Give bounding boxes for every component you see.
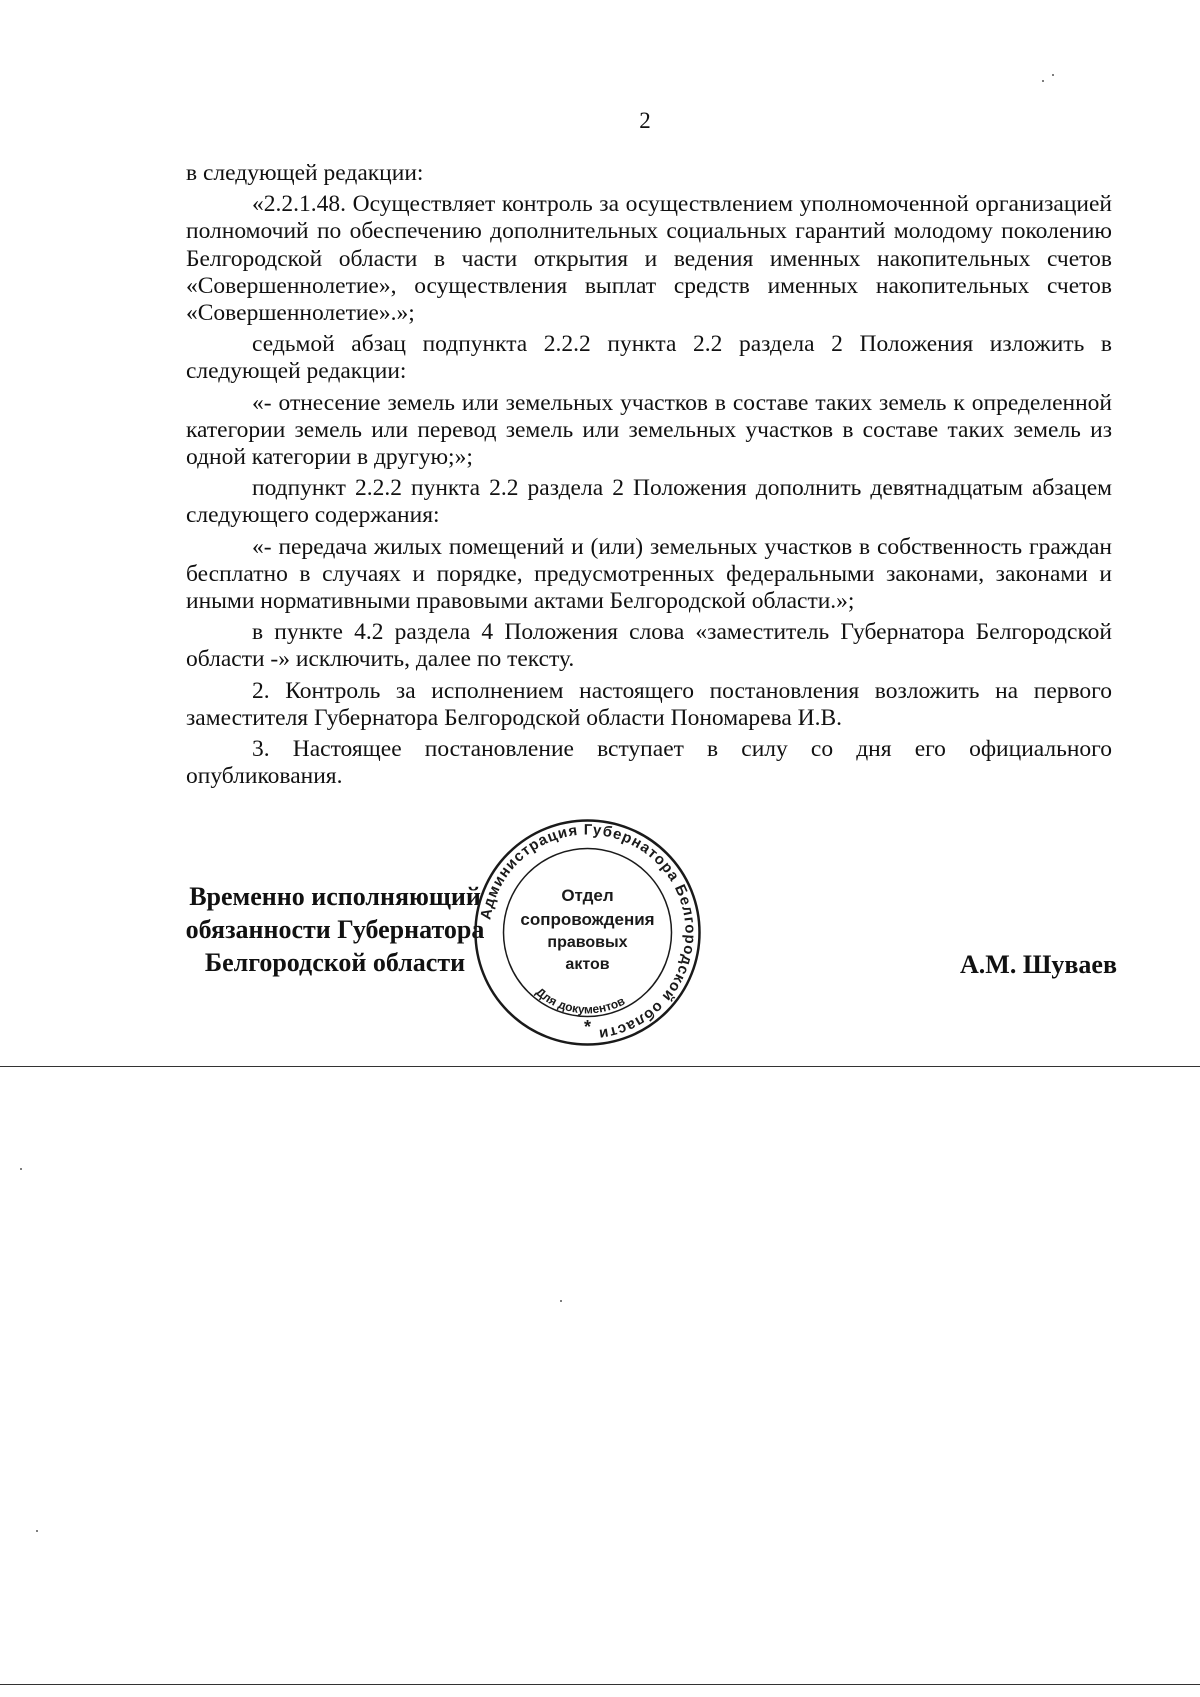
signatory-title-line: обязанности Губернатора [185, 915, 485, 944]
paragraph: «2.2.1.48. Осуществляет контроль за осуществлением уполномоченной организацией полномочий по обеспечению дополнительных социальных гарантий молодому поколению Белгородской области в части открытия и ведения именных накопительных счетов «Совершеннолетие», осуществления выплат средств именных накопительных счетов «Совершеннолетие».»; [186, 191, 1112, 327]
paragraph: подпункт 2.2.2 пункта 2.2 раздела 2 Положения дополнить девятнадцатым абзацем следующего содержания: [186, 475, 1112, 529]
stamp-lower-text: Для документов [533, 984, 628, 1017]
signatory-title [170, 880, 500, 979]
signatory-title-line: Временно исполняющий [189, 882, 481, 911]
signatory-title-line: Белгородской области [204, 948, 466, 977]
page-number: 2 [639, 108, 651, 133]
stamp-line: сопровождения [520, 910, 655, 929]
scan-speck [1052, 74, 1054, 76]
official-stamp [470, 815, 705, 1050]
stamp-inner-ring [504, 849, 672, 1017]
paragraph: «- передача жилых помещений и (или) земельных участков в собственность граждан бесплатно в случаях и порядке, предусмотренных федеральными законами, законами и иными нормативными правовыми актами Белгородской области.»; [186, 533, 1112, 615]
paragraph: «- отнесение земель или земельных участков в составе таких земель к определенной категории земель или перевод земель или земельных участков в составе таких земель из одной категории в другую;»; [186, 389, 1112, 471]
scan-speck [36, 1530, 38, 1532]
stamp-outer-text: Администрация Губернатора Белгородской области [477, 821, 699, 1043]
stamp-line: правовых [547, 934, 628, 951]
scan-speck [560, 1300, 562, 1302]
paragraph: в следующей редакции: [186, 160, 424, 186]
paragraph: 2. Контроль за исполнением настоящего постановления возложить на первого заместителя Губернатора Белгородской области Пономарева И.В. [186, 677, 1112, 731]
stamp-line: актов [565, 956, 610, 973]
document-body [186, 160, 1112, 794]
scan-speck [20, 1168, 22, 1170]
stamp-star: * [583, 1017, 592, 1037]
scan-speck [1042, 80, 1044, 82]
stamp-line: Отдел [561, 886, 614, 905]
signatory-name: А.М. Шуваев [960, 950, 1117, 979]
paragraph: в пункте 4.2 раздела 4 Положения слова «заместитель Губернатора Белгородской области -» исключить, далее по тексту. [186, 619, 1112, 673]
scan-rule-top [0, 1066, 1200, 1067]
scan-rule-bottom [0, 1684, 1200, 1685]
paragraph: 3. Настоящее постановление вступает в силу со дня его официального опубликования. [186, 736, 1112, 790]
paragraph: седьмой абзац подпункта 2.2.2 пункта 2.2 раздела 2 Положения изложить в следующей редакции: [186, 331, 1112, 385]
